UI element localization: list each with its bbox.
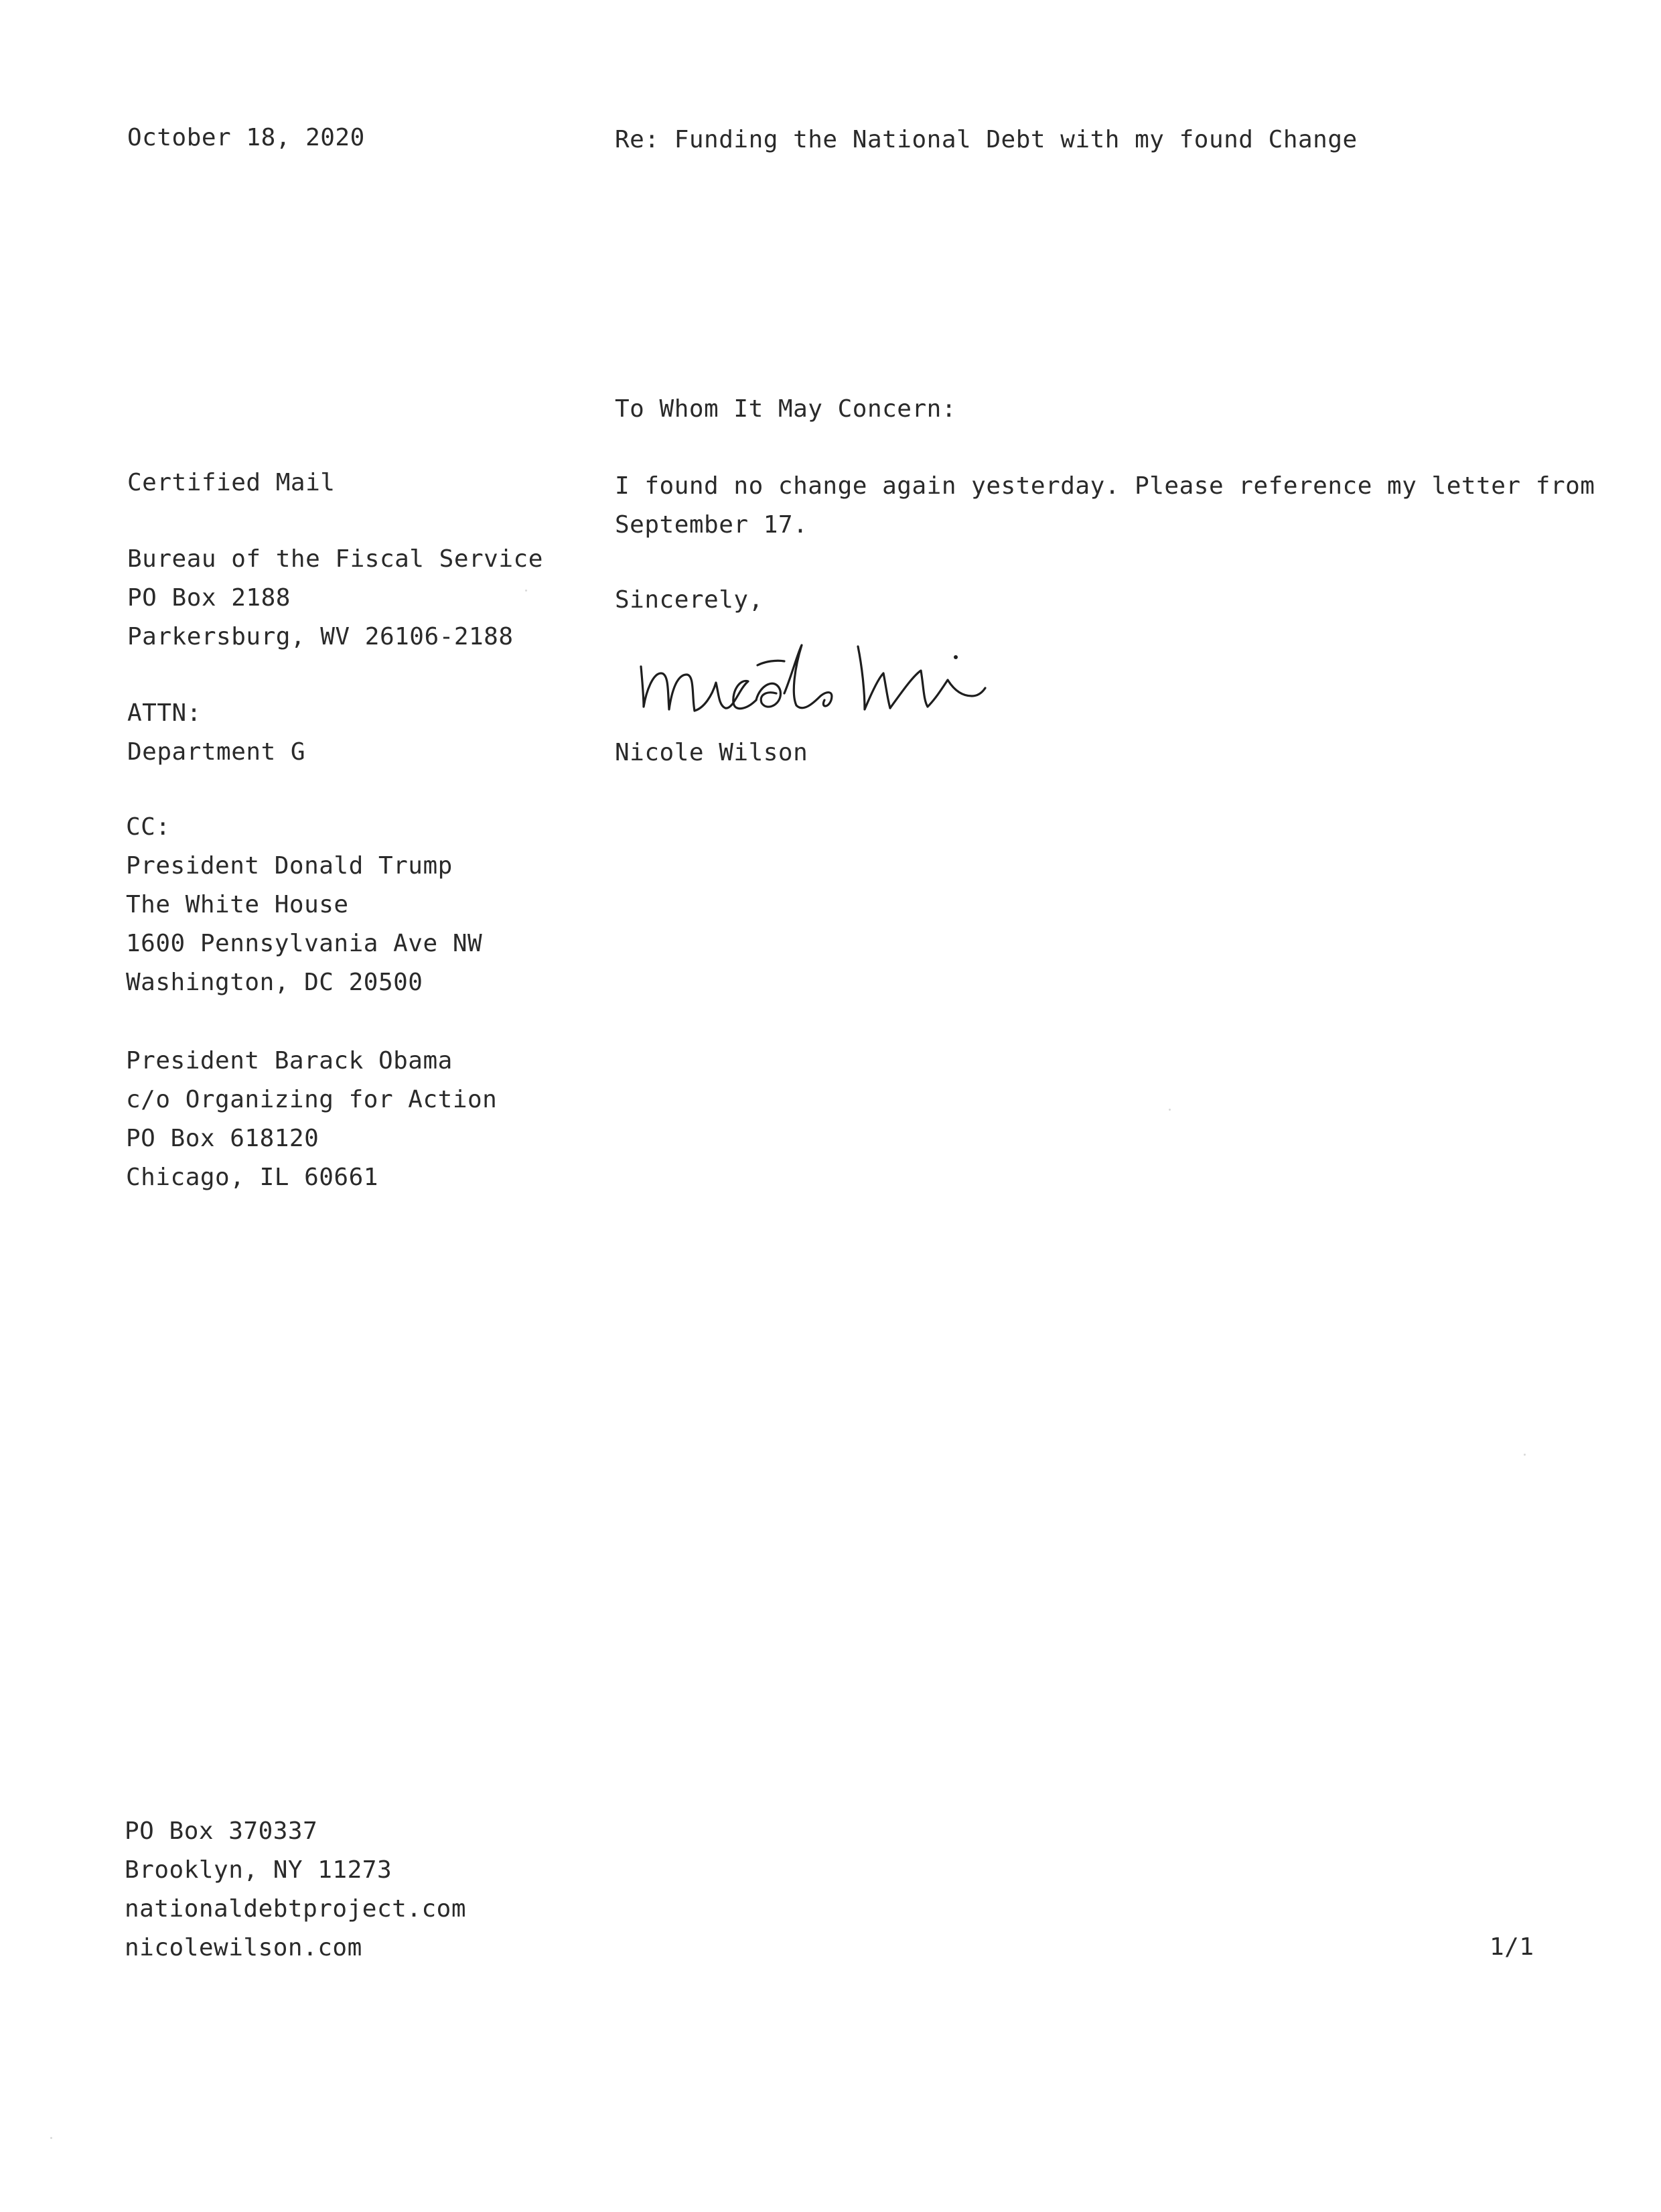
- cc-block: [126, 808, 482, 1002]
- cc-line: President Barack Obama: [126, 1047, 453, 1075]
- scan-speck: [525, 590, 527, 592]
- closing: Sincerely,: [615, 586, 764, 614]
- footer-line: nationaldebtproject.com: [125, 1895, 466, 1923]
- cc-recipient: [126, 1042, 497, 1197]
- recipient-address: [127, 540, 543, 656]
- letter-date: October 18, 2020: [127, 124, 365, 151]
- cc-line: 1600 Pennsylvania Ave NW: [126, 930, 483, 957]
- delivery-method: Certified Mail: [127, 469, 336, 496]
- footer-line: PO Box 370337: [125, 1817, 318, 1845]
- letter-body: [615, 467, 1595, 545]
- signer-name: Nicole Wilson: [615, 739, 808, 766]
- address-line: PO Box 2188: [127, 584, 291, 612]
- page-number: 1/1: [1490, 1933, 1534, 1961]
- footer-line: Brooklyn, NY 11273: [125, 1856, 392, 1884]
- cc-line: President Donald Trump: [126, 852, 453, 880]
- body-line: I found no change again yesterday. Please reference my letter from: [615, 472, 1595, 500]
- scan-speck: [1169, 1109, 1171, 1111]
- address-line: Parkersburg, WV 26106-2188: [127, 623, 514, 650]
- scan-speck: [1524, 1454, 1526, 1456]
- attention-block: [127, 694, 305, 772]
- cc-line: The White House: [126, 891, 349, 918]
- footer-contact: [125, 1812, 466, 1967]
- attn-label: ATTN:: [127, 699, 202, 727]
- cc-line: Chicago, IL 60661: [126, 1164, 378, 1191]
- handwritten-signature: [633, 626, 988, 727]
- body-line: September 17.: [615, 511, 808, 539]
- attn-value: Department G: [127, 738, 306, 766]
- salutation: To Whom It May Concern:: [615, 395, 956, 423]
- cc-line: c/o Organizing for Action: [126, 1086, 498, 1113]
- cc-line: Washington, DC 20500: [126, 969, 423, 996]
- footer-line: nicolewilson.com: [125, 1934, 362, 1961]
- cc-label: CC:: [126, 813, 171, 841]
- cc-line: PO Box 618120: [126, 1125, 319, 1152]
- address-line: Bureau of the Fiscal Service: [127, 545, 543, 573]
- scan-speck: [50, 2137, 52, 2139]
- subject-line: Re: Funding the National Debt with my found Change: [615, 126, 1358, 153]
